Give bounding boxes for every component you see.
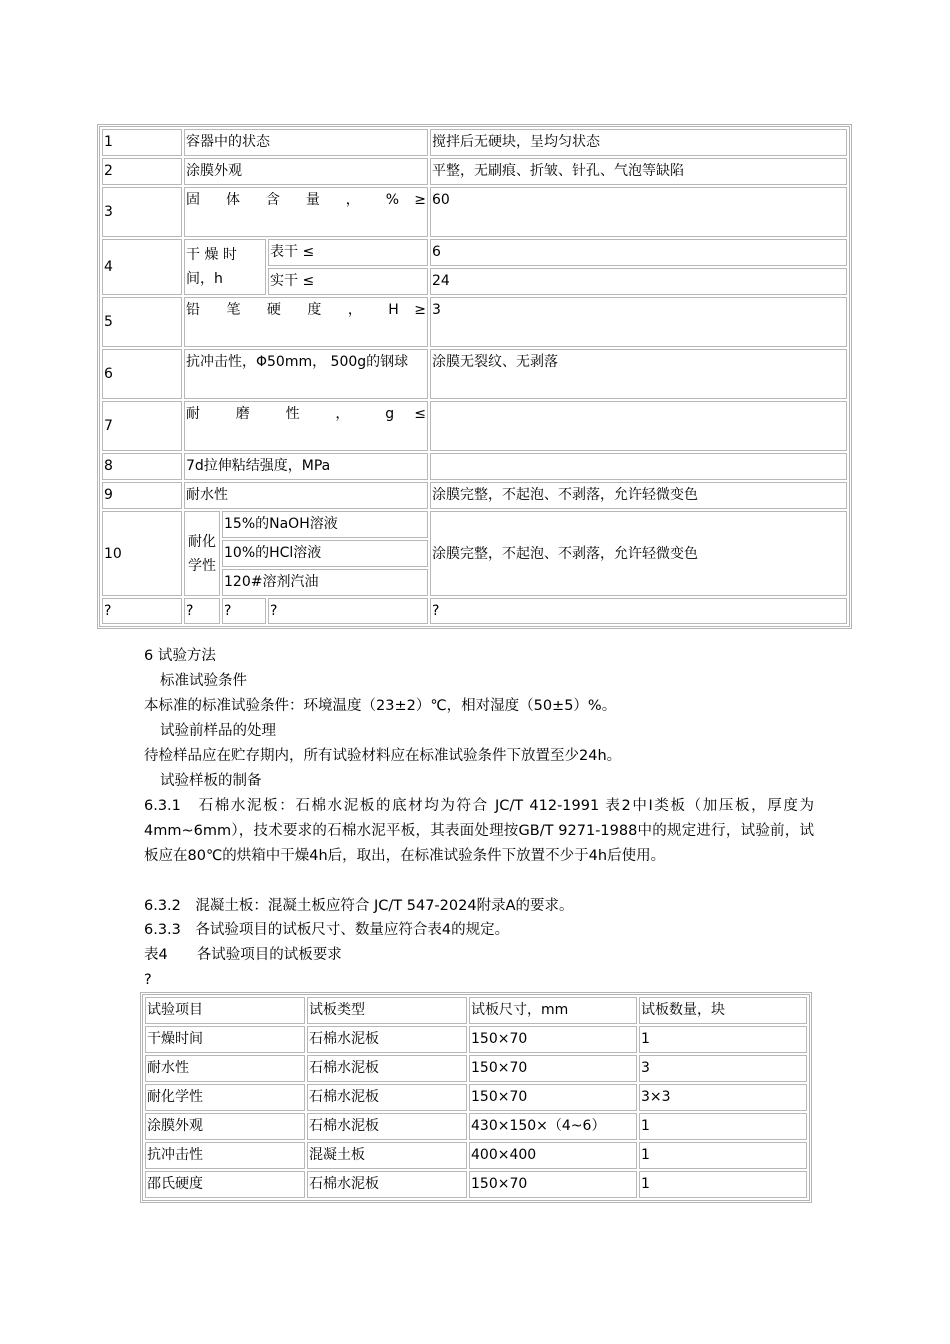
column-header: 试板数量，块 (639, 997, 807, 1024)
table-cell: 430×150×（4~6） (469, 1113, 637, 1140)
table-cell: 150×70 (469, 1055, 637, 1082)
subsection-heading: 试验前样品的处理 (160, 723, 276, 739)
table-row (145, 1142, 807, 1169)
table-row (102, 297, 847, 347)
specimen-table (140, 992, 812, 1203)
sub-item-name: 表干 ≤ (268, 239, 428, 266)
table-cell: 1 (639, 1113, 807, 1140)
table-cell: 耐水性 (145, 1055, 305, 1082)
item-name: 抗冲击性，Φ50mm， 500g的钢球 (184, 349, 428, 399)
paragraph-6-3-3: 6.3.3 各试验项目的试板尺寸、数量应符合表4的规定。 (144, 922, 510, 938)
table-cell: 石棉水泥板 (307, 1055, 467, 1082)
table-row (102, 482, 847, 509)
item-requirement: 涂膜完整，不起泡、不剥落，允许轻微变色 (430, 511, 847, 596)
table-cell: 1 (639, 1142, 807, 1169)
table-row (145, 1113, 807, 1140)
table-cell: 石棉水泥板 (307, 1026, 467, 1053)
table-row (145, 1026, 807, 1053)
table-cell: 3 (639, 1055, 807, 1082)
paragraph-6-3-2: 6.3.2 混凝土板：混凝土板应符合 JC/T 547-2024附录A的要求。 (144, 898, 574, 914)
table-caption: 表4 各试验项目的试板要求 (144, 947, 342, 963)
paragraph: 本标准的标准试验条件：环境温度（23±2）℃，相对湿度（50±5）%。 (144, 698, 617, 714)
item-requirement (430, 401, 847, 451)
row-number: 7 (102, 401, 182, 451)
row-number: 10 (102, 511, 182, 596)
row-number: 9 (102, 482, 182, 509)
item-name: 耐化学性 (184, 511, 220, 596)
column-header: 试板类型 (307, 997, 467, 1024)
placeholder-cell: ? (268, 598, 428, 624)
table-cell: 150×70 (469, 1026, 637, 1053)
row-number: 4 (102, 239, 182, 295)
column-header: 试验项目 (145, 997, 305, 1024)
item-requirement: 涂膜完整，不起泡、不剥落，允许轻微变色 (430, 482, 847, 509)
table-cell: 1 (639, 1171, 807, 1198)
table-cell: 耐化学性 (145, 1084, 305, 1111)
paragraph-6-3-1: 6.3.1 石棉水泥板：石棉水泥板的底材均为符合 JC/T 412-1991 表2中Ⅰ类板（加压板，厚度为4mm~6mm），技术要求的石棉水泥平板，其表面处理按GB/T 9271-1988中的规定进行，试验前，试板应在80℃的烘箱中干燥4h后，取出，在标准试验条件下放置不少于4h后使用。 (144, 798, 814, 864)
placeholder-mark: ? (144, 972, 152, 988)
table-row (102, 158, 847, 185)
row-number: 3 (102, 187, 182, 237)
table-cell: 邵氏硬度 (145, 1171, 305, 1198)
table-cell: 石棉水泥板 (307, 1084, 467, 1111)
table-cell: 石棉水泥板 (307, 1113, 467, 1140)
table-row (145, 1171, 807, 1198)
item-name: 7d拉伸粘结强度，MPa (184, 453, 428, 480)
table-row (145, 1055, 807, 1082)
table-cell: 150×70 (469, 1084, 637, 1111)
item-requirement (430, 453, 847, 480)
table-row (102, 598, 847, 624)
table-cell: 1 (639, 1026, 807, 1053)
row-number: 2 (102, 158, 182, 185)
table-cell: 150×70 (469, 1171, 637, 1198)
table-row (145, 1084, 807, 1111)
table-row (102, 453, 847, 480)
row-number: 1 (102, 129, 182, 156)
table-cell: 混凝土板 (307, 1142, 467, 1169)
table-row (102, 511, 847, 538)
item-requirement: 60 (430, 187, 847, 237)
column-header: 试板尺寸，mm (469, 997, 637, 1024)
sub-item-name: 10%的HCl溶液 (222, 540, 428, 567)
table-cell: 石棉水泥板 (307, 1171, 467, 1198)
item-requirement: 涂膜无裂纹、无剥落 (430, 349, 847, 399)
sub-item-name: 实干 ≤ (268, 268, 428, 295)
item-requirement: 3 (430, 297, 847, 347)
table-cell: 3×3 (639, 1084, 807, 1111)
item-requirement: 搅拌后无硬块，呈均匀状态 (430, 129, 847, 156)
table-row (102, 239, 847, 266)
item-name: 干 燥 时 间，h (184, 239, 266, 295)
section-heading-test-methods: 6 试验方法 (144, 648, 216, 664)
sub-item-name: 120#溶剂汽油 (222, 569, 428, 596)
table-cell: 抗冲击性 (145, 1142, 305, 1169)
table-row (102, 401, 847, 451)
subsection-heading: 试验样板的制备 (160, 773, 262, 789)
row-number: 5 (102, 297, 182, 347)
placeholder-cell: ? (430, 598, 847, 624)
item-name: 涂膜外观 (184, 158, 428, 185)
item-requirement: 平整，无刷痕、折皱、针孔、气泡等缺陷 (430, 158, 847, 185)
table-row (102, 129, 847, 156)
table-row (102, 349, 847, 399)
item-name: 铅 笔 硬 度 ， H ≥ (184, 297, 428, 347)
table-cell: 涂膜外观 (145, 1113, 305, 1140)
item-requirement: 6 (430, 239, 847, 266)
row-number: 8 (102, 453, 182, 480)
paragraph: 待检样品应在贮存期内，所有试验材料应在标准试验条件下放置至少24h。 (144, 748, 622, 764)
sub-item-name: 15%的NaOH溶液 (222, 511, 428, 538)
subsection-heading: 标准试验条件 (160, 673, 247, 689)
table-row (102, 187, 847, 237)
item-requirement: 24 (430, 268, 847, 295)
placeholder-cell: ? (222, 598, 266, 624)
item-name: 固 体 含 量 ， % ≥ (184, 187, 428, 237)
performance-table (97, 124, 852, 629)
item-name: 容器中的状态 (184, 129, 428, 156)
table-cell: 400×400 (469, 1142, 637, 1169)
placeholder-cell: ? (184, 598, 220, 624)
table-header-row (145, 997, 807, 1024)
item-name: 耐 磨 性 ， g ≤ (184, 401, 428, 451)
placeholder-cell: ? (102, 598, 182, 624)
table-cell: 干燥时间 (145, 1026, 305, 1053)
item-name: 耐水性 (184, 482, 428, 509)
row-number: 6 (102, 349, 182, 399)
